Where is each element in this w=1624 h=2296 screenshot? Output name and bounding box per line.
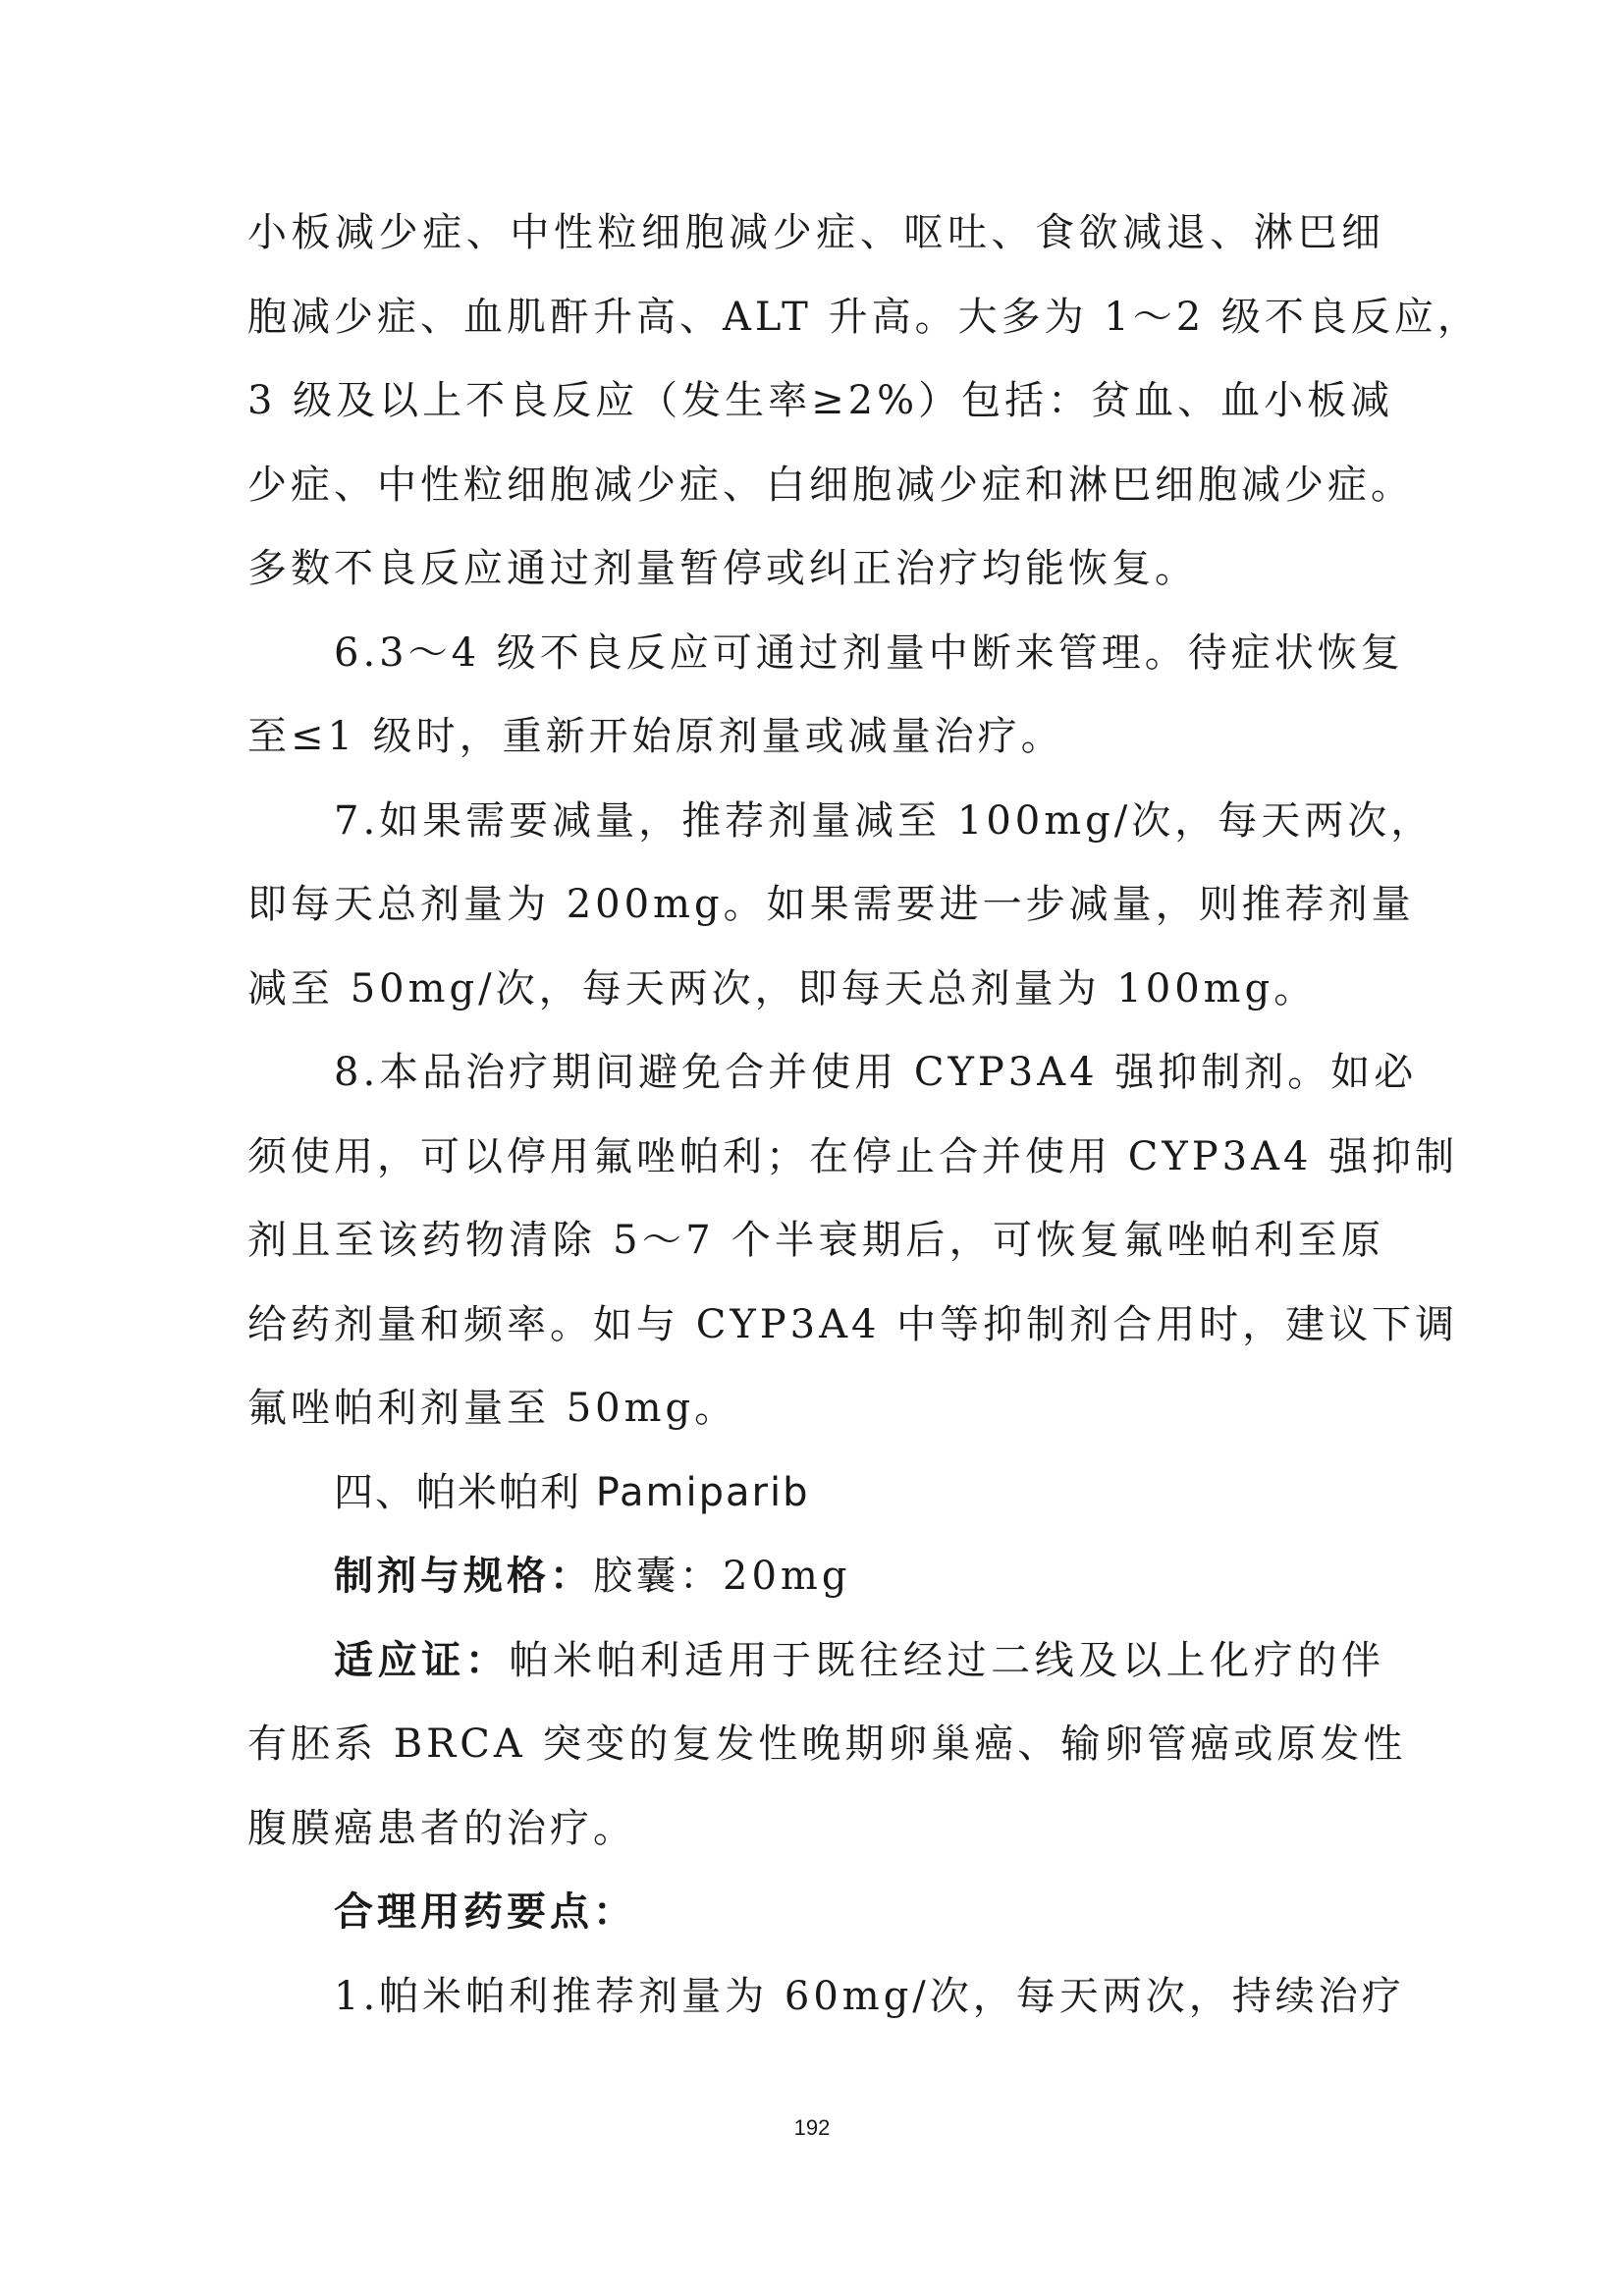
paragraph-line: 有胚系 BRCA 突变的复发性晚期卵巢癌、输卵管癌或原发性 bbox=[247, 1722, 1407, 1767]
paragraph-line: 少症、中性粒细胞减少症、白细胞减少症和淋巴细胞减少症。 bbox=[247, 462, 1414, 508]
key-points-heading: 合理用药要点： bbox=[334, 1889, 636, 1935]
paragraph-line: 多数不良反应通过剂量暂停或纠正治疗均能恢复。 bbox=[247, 546, 1198, 591]
paragraph-line: 8.本品治疗期间避免合并使用 CYP3A4 强抑制剂。如必 bbox=[334, 1050, 1418, 1095]
indication-line bbox=[247, 1619, 1384, 1704]
paragraph-line: 胞减少症、血肌酐升高、ALT 升高。大多为 1～2 级不良反应， bbox=[247, 294, 1481, 340]
section-heading: 四、帕米帕利 Pamiparib bbox=[334, 1469, 810, 1515]
indication-text: 帕米帕利适用于既往经过二线及以上化疗的伴 bbox=[509, 1637, 1385, 1683]
paragraph-line: 减至 50mg/次，每天两次，即每天总剂量为 100mg。 bbox=[247, 965, 1318, 1011]
page-number: 192 bbox=[793, 2115, 831, 2140]
paragraph-line: 1.帕米帕利推荐剂量为 60mg/次，每天两次，持续治疗 bbox=[334, 1973, 1405, 2019]
paragraph-line: 6.3～4 级不良反应可通过剂量中断来管理。待症状恢复 bbox=[334, 629, 1404, 676]
formulation-label: 制剂与规格： bbox=[334, 1554, 593, 1599]
formulation-line bbox=[247, 1535, 1384, 1619]
indication-label: 适应证： bbox=[334, 1637, 510, 1683]
paragraph-line: 小板减少症、中性粒细胞减少症、呕吐、食欲减退、淋巴细 bbox=[247, 210, 1384, 255]
paragraph-line: 氟唑帕利剂量至 50mg。 bbox=[247, 1386, 738, 1431]
paragraph-line: 给药剂量和频率。如与 CYP3A4 中等抑制剂合用时，建议下调 bbox=[247, 1301, 1459, 1347]
paragraph-line: 剂且至该药物清除 5～7 个半衰期后，可恢复氟唑帕利至原 bbox=[247, 1218, 1384, 1263]
document-body bbox=[247, 191, 1481, 2039]
paragraph-line: 即每天总剂量为 200mg。如果需要进一步减量，则推荐剂量 bbox=[247, 882, 1415, 927]
paragraph-line: 腹膜癌患者的治疗。 bbox=[247, 1805, 636, 1851]
paragraph-line: 须使用，可以停用氟唑帕利；在停止合并使用 CYP3A4 强抑制 bbox=[247, 1133, 1459, 1179]
paragraph-line: 至≤1 级时，重新开始原剂量或减量治疗。 bbox=[247, 714, 1064, 759]
paragraph-line: 7.如果需要减量，推荐剂量减至 100mg/次，每天两次， bbox=[334, 797, 1435, 844]
paragraph-line: 3 级及以上不良反应（发生率≥2%）包括：贫血、血小板减 bbox=[247, 378, 1394, 423]
formulation-value: 胶囊：20mg bbox=[593, 1554, 851, 1599]
